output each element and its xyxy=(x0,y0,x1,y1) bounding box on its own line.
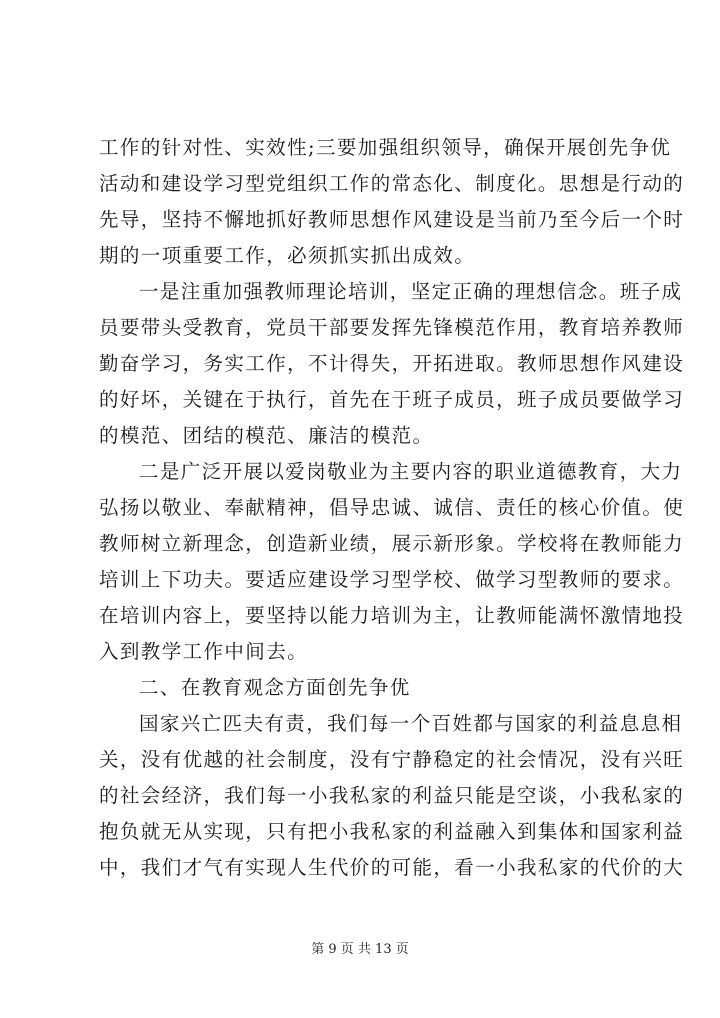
text-line: 勤奋学习，务实工作，不计得失，开拓进取。教师思想作风建设 xyxy=(99,352,685,375)
text-line: 的好坏，关键在于执行，首先在于班子成员，班子成员要做学习 xyxy=(99,388,685,411)
paragraph-start-line: 二是广泛开展以爱岗敬业为主要内容的职业道德教育，大力 xyxy=(139,460,683,483)
text-line: 中，我们才气有实现人生代价的可能，看一小我私家的代价的大 xyxy=(99,856,685,879)
text-line: 培训上下功夫。要适应建设学习型学校、做学习型教师的要求。 xyxy=(99,568,685,591)
text-line: 期的一项重要工作，必须抓实抓出成效。 xyxy=(99,244,476,267)
paragraph-start-line: 一是注重加强教师理论培训，坚定正确的理想信念。班子成 xyxy=(139,280,683,303)
section-heading: 二、在教育观念方面创先争优 xyxy=(139,676,411,699)
text-line: 弘扬以敬业、奉献精神，倡导忠诚、诚信、责任的核心价值。使 xyxy=(99,496,685,519)
text-line: 员要带头受教育，党员干部要发挥先锋模范作用，教育培养教师 xyxy=(99,316,685,339)
text-line: 抱负就无从实现，只有把小我私家的利益融入到集体和国家利益 xyxy=(99,820,685,843)
text-line: 关，没有优越的社会制度，没有宁静稳定的社会情况，没有兴旺 xyxy=(99,748,685,771)
text-line: 活动和建设学习型党组织工作的常态化、制度化。思想是行动的 xyxy=(99,172,685,195)
page-footer: 第 9 页 共 13 页 xyxy=(311,942,409,957)
paragraph-start-line: 国家兴亡匹夫有责，我们每一个百姓都与国家的利益息息相 xyxy=(139,712,683,735)
text-line: 教师树立新理念，创造新业绩，展示新形象。学校将在教师能力 xyxy=(99,532,685,555)
text-line: 在培训内容上，要坚持以能力培训为主，让教师能满怀激情地投 xyxy=(99,604,685,627)
text-line: 的社会经济，我们每一小我私家的利益只能是空谈，小我私家的 xyxy=(99,784,685,807)
text-line: 先导，坚持不懈地抓好教师思想作风建设是当前乃至今后一个时 xyxy=(99,208,685,231)
text-line: 工作的针对性、实效性;三要加强组织领导，确保开展创先争优 xyxy=(99,136,672,159)
text-line: 的模范、团结的模范、廉洁的模范。 xyxy=(99,424,434,447)
document-body xyxy=(99,130,685,886)
text-line: 入到教学工作中间去。 xyxy=(99,640,309,663)
